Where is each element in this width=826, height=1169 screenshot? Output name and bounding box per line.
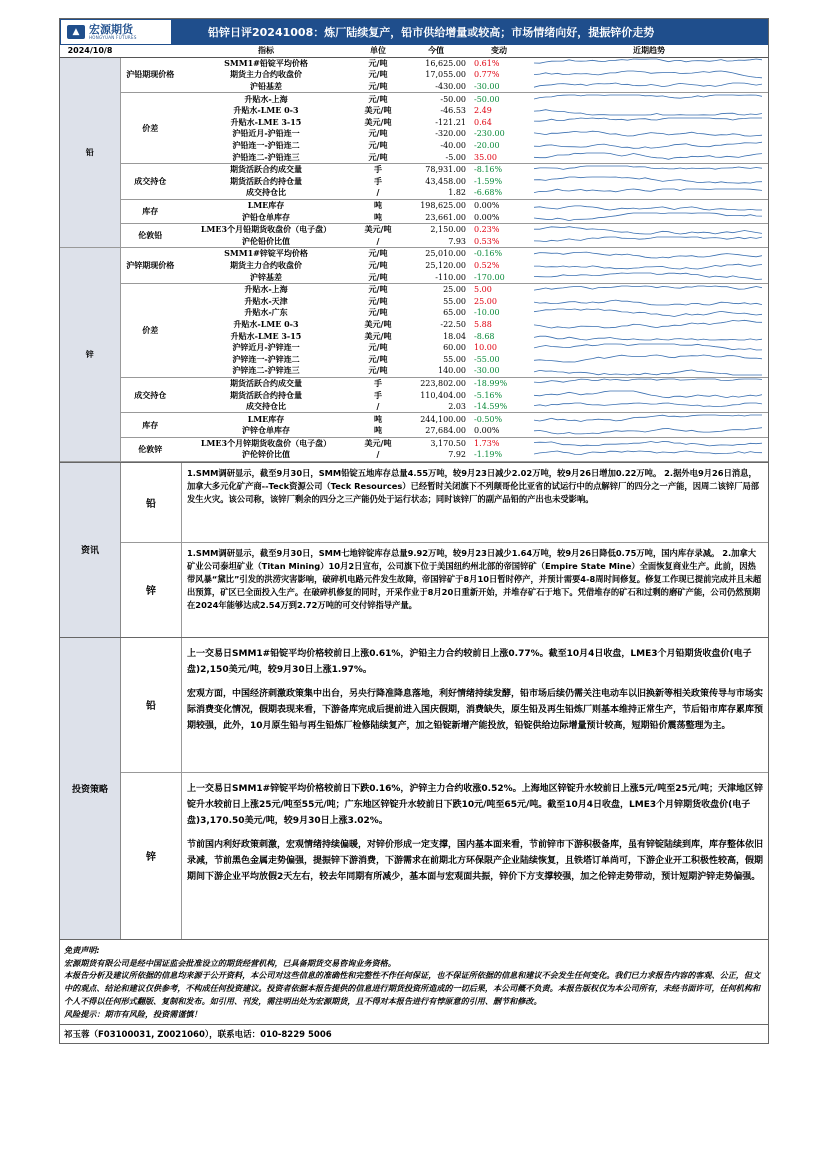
indicator-change: 0.64	[474, 117, 492, 127]
table-row	[60, 223, 768, 235]
indicator-unit: 吨	[374, 200, 382, 211]
strategy-lead	[121, 638, 768, 773]
indicator-name: 沪锌仓单库存	[180, 425, 352, 437]
indicator-change: 5.88	[474, 319, 492, 329]
strategy-lead-para-2: 宏观方面，中国经济刺激政策集中出台，另央行降准降息落地，利好情绪持续发酵，铅市场后续仍需关注电动车以旧换新等相关政策传导与市场实际消费变化情况，假期表现来看，下游备库完成后提前进入国庆假期，消费缺失，原生铅及再生铅炼厂则基本维持正常生产，节后铅市库存累库预期较强，此外，10月原生铅与再生铅炼厂检修陆续复产，加之铅锭新增产能投放，铅锭供给边际增量预计较高，短期铅价震荡整理为主。	[187, 688, 764, 731]
indicator-trend	[530, 353, 768, 365]
disclaimer-line-2: 本报告分析及建议所依据的信息均来源于公开资料，本公司对这些信息的准确性和完整性不作任何保证，也不保证所依据的信息和建议不会发生任何变化。我们已力求报告内容的客观、公正，但文中的观点、结论和建议仅供参考，不构成任何投资建议。投资者依据本报告提供的信息进行期货投资所造成的一切后果，本公司概不负责。本报告版权仅为本公司所有，未经书面许可，任何机构和个人不得以任何形式翻版、复制和发布。如引用、刊发，需注明出处为宏源期货，且不得对本报告进行有悖原意的引用、删节和修改。	[64, 970, 761, 1006]
indicator-name: 成交持仓比	[180, 401, 352, 413]
indicator-value: 60.00	[443, 343, 466, 353]
indicator-name: 沪铅连二-沪铅连三	[180, 151, 352, 163]
table-row	[60, 163, 768, 175]
indicator-value: 25,120.00	[425, 260, 466, 270]
table-row	[60, 437, 768, 449]
indicator-unit: 元/吨	[352, 151, 404, 163]
indicator-value: 25.00	[443, 285, 466, 295]
indicator-trend	[530, 413, 768, 425]
trend-sparkline	[534, 236, 762, 246]
company-logo	[60, 19, 172, 45]
indicator-change: 2.49	[474, 106, 492, 116]
indicator-trend	[530, 151, 768, 163]
indicator-name: LME3个月锌期货收盘价（电子盘）	[200, 437, 332, 448]
indicator-change: -30.00	[468, 81, 530, 93]
indicator-trend	[530, 128, 768, 140]
column-indicator: 指标	[180, 45, 352, 57]
indicator-change: -0.50%	[474, 414, 503, 424]
indicator-name: 沪锌近月-沪锌连一	[232, 342, 300, 353]
indicator-value: 198,625.00	[420, 201, 466, 211]
indicator-unit: 元/吨	[368, 93, 388, 104]
group-label: 库存	[120, 413, 180, 437]
indicator-unit: 吨	[374, 413, 382, 424]
trend-sparkline	[534, 165, 762, 175]
trend-sparkline	[534, 201, 762, 211]
indicator-unit: 元/吨	[368, 353, 388, 364]
indicator-change: 0.52%	[474, 260, 500, 270]
indicator-trend	[530, 187, 768, 199]
info-lead	[121, 463, 768, 543]
trend-sparkline	[534, 260, 762, 270]
indicator-value: -121.21	[435, 117, 466, 127]
indicator-name: LME库存	[247, 413, 285, 424]
indicator-unit: 元/吨	[368, 284, 388, 295]
indicator-unit: /	[352, 236, 404, 248]
indicator-value: -50.00	[440, 94, 466, 104]
indicator-change: 10.00	[474, 343, 497, 353]
trend-sparkline	[534, 402, 762, 412]
indicator-name: 升贴水-LME 0-3	[233, 105, 299, 116]
indicator-trend	[530, 307, 768, 319]
indicator-change: -8.68	[474, 331, 495, 341]
indicator-change: 0.77%	[474, 70, 500, 80]
trend-sparkline	[534, 58, 762, 68]
indicator-value: 55.00	[443, 354, 466, 364]
trend-sparkline	[534, 272, 762, 282]
indicator-value: 110,404.00	[420, 390, 466, 400]
table-row	[60, 93, 768, 105]
indicator-unit: 美元/吨	[364, 116, 392, 127]
analyst-contact: 祁玉蓉（F03100031, Z0021060），联系电话：010-8229 5006	[60, 1024, 768, 1043]
trend-sparkline	[534, 176, 762, 186]
indicator-name: LME库存	[247, 200, 285, 211]
indicator-trend	[530, 365, 768, 377]
indicator-change: -30.00	[468, 365, 530, 377]
indicator-name: 期货活跃合约持仓量	[230, 389, 302, 400]
group-label: 伦敦铅	[120, 223, 180, 247]
metal-label: 锌	[60, 248, 120, 462]
indicator-trend	[530, 236, 768, 248]
trend-sparkline	[534, 308, 762, 318]
report-header	[60, 19, 768, 45]
indicator-value: 23,661.00	[404, 211, 468, 223]
indicator-value: 244,100.00	[420, 414, 466, 424]
indicator-name: 沪锌连一-沪锌连二	[232, 353, 300, 364]
table-row	[60, 248, 768, 260]
logo-mark-icon: ▲	[67, 25, 85, 39]
report-date: 2024/10/8	[60, 45, 120, 57]
trend-sparkline	[534, 354, 762, 364]
strategy-lead-para-1: 上一交易日SMM1#铅锭平均价格较前日上涨0.61%，沪铅主力合约较前日上涨0.77%。截至10月4日收盘，LME3个月铅期货收盘价(电子盘)2,150美元/吨，较9月30日上涨1.97%。	[187, 648, 752, 675]
group-label: 价差	[120, 93, 180, 164]
indicator-change: 0.61%	[474, 58, 500, 68]
indicator-change: 0.23%	[474, 225, 500, 235]
metal-label: 铅	[60, 57, 120, 248]
indicator-value: 2.03	[404, 401, 468, 413]
indicator-trend	[530, 449, 768, 461]
indicator-unit: 美元/吨	[364, 105, 392, 116]
indicator-name: 沪铅基差	[180, 81, 352, 93]
indicator-name: 升贴水-LME 0-3	[233, 318, 299, 329]
indicator-value: 3,170.50	[430, 438, 466, 448]
indicator-change: -5.16%	[474, 390, 503, 400]
indicator-name: 成交持仓比	[180, 187, 352, 199]
indicator-trend	[530, 377, 768, 389]
indicator-name: 期货主力合约收盘价	[230, 259, 302, 270]
indicator-trend	[530, 93, 768, 105]
indicator-trend	[530, 295, 768, 307]
indicator-name: 期货活跃合约持仓量	[230, 175, 302, 186]
indicator-unit: 元/吨	[368, 128, 388, 139]
info-lead-label: 铅	[121, 463, 182, 542]
indicator-trend	[530, 260, 768, 272]
trend-sparkline	[534, 319, 762, 329]
group-label: 库存	[120, 199, 180, 223]
indicator-name: 沪锌连二-沪锌连三	[180, 365, 352, 377]
indicator-trend	[530, 223, 768, 235]
indicator-trend	[530, 389, 768, 401]
info-section-label: 资讯	[60, 463, 121, 637]
indicator-name: 沪铅连一-沪铅连二	[232, 140, 300, 151]
indicator-change: -18.99%	[474, 378, 508, 388]
indicator-trend	[530, 425, 768, 437]
trend-sparkline	[534, 117, 762, 127]
indicator-trend	[530, 140, 768, 152]
indicator-value: 7.92	[404, 449, 468, 461]
indicator-name: 升贴水-天津	[244, 295, 288, 306]
indicator-unit: 手	[374, 377, 382, 388]
indicator-value: 25,010.00	[425, 249, 466, 259]
indicator-change: -20.00	[474, 141, 500, 151]
indicator-name: 沪伦铅价比值	[180, 236, 352, 248]
strategy-zinc-label: 锌	[121, 773, 182, 939]
indicator-unit: /	[352, 401, 404, 413]
indicator-unit: 美元/吨	[364, 318, 392, 329]
indicator-unit: 元/吨	[368, 69, 388, 80]
indicator-unit: 元/吨	[368, 259, 388, 270]
indicator-change: 0.53%	[468, 236, 530, 248]
trend-sparkline	[534, 106, 762, 116]
trend-sparkline	[534, 82, 762, 92]
indicator-value: 140.00	[404, 365, 468, 377]
indicator-unit: 吨	[352, 425, 404, 437]
indicator-trend	[530, 271, 768, 283]
indicator-unit: 元/吨	[352, 365, 404, 377]
indicator-trend	[530, 283, 768, 295]
column-header-row	[60, 45, 768, 57]
logo-name: 宏源期货	[89, 23, 133, 36]
trend-sparkline	[534, 249, 762, 259]
indicator-change: -6.68%	[468, 187, 530, 199]
disclaimer-line-1: 宏源期货有限公司是经中国证监会批准设立的期货经营机构，已具备期货交易咨询业务资格。	[64, 957, 396, 968]
indicator-name: 沪铅仓单库存	[180, 211, 352, 223]
indicator-unit: 手	[374, 389, 382, 400]
indicator-unit: 元/吨	[352, 81, 404, 93]
indicator-unit: 美元/吨	[364, 330, 392, 341]
indicator-trend	[530, 330, 768, 342]
indicator-unit: 美元/吨	[364, 224, 392, 235]
indicator-trend	[530, 319, 768, 331]
report-title: 铅锌日评20241008：炼厂陆续复产，铅市供给增量或较高；市场情绪向好，提振锌价走势	[208, 26, 655, 39]
trend-sparkline	[534, 188, 762, 198]
indicator-value: -22.50	[440, 319, 466, 329]
group-label: 沪锌期现价格	[120, 248, 180, 284]
indicator-value: 55.00	[443, 296, 466, 306]
indicator-change: -10.00	[474, 308, 500, 318]
indicator-change: -170.00	[468, 271, 530, 283]
column-change: 变动	[468, 45, 530, 57]
indicator-name: 沪伦锌价比值	[180, 449, 352, 461]
indicator-unit: 元/吨	[368, 295, 388, 306]
indicator-change: -1.59%	[474, 176, 503, 186]
column-value: 今值	[404, 45, 468, 57]
group-label: 价差	[120, 283, 180, 377]
info-zinc-label: 锌	[121, 543, 182, 637]
trend-sparkline	[534, 426, 762, 436]
indicator-name: 沪铅近月-沪铅连一	[232, 128, 300, 139]
indicator-value: -430.00	[404, 81, 468, 93]
group-label: 伦敦锌	[120, 437, 180, 461]
trend-sparkline	[534, 70, 762, 80]
indicator-unit: 吨	[352, 211, 404, 223]
indicator-value: -46.53	[440, 106, 466, 116]
indicator-value: 18.04	[443, 331, 466, 341]
indicator-trend	[530, 176, 768, 188]
strategy-zinc-para-1: 上一交易日SMM1#锌锭平均价格较前日下跌0.16%，沪锌主力合约收涨0.52%。上海地区锌锭升水较前日上涨5元/吨至25元/吨；天津地区锌锭升水较前日上涨25元/吨至55元/吨；广东地区锌锭升水较前日下跌10元/吨至65元/吨。截至10月4日收盘，LME3个月锌期货收盘价(电子盘)3,170.50美元/吨，较9月30日上涨3.02%。	[187, 783, 764, 826]
indicator-change: 0.00%	[468, 425, 530, 437]
table-row	[60, 57, 768, 69]
group-label: 成交持仓	[120, 163, 180, 199]
table-row	[60, 199, 768, 211]
indicator-change: -55.00	[474, 354, 500, 364]
indicator-trend	[530, 248, 768, 260]
info-lead-text: 1.SMM调研显示，截至9月30日，SMM铅锭五地库存总量4.55万吨，较9月23日减少2.02万吨，较9月26日增加0.22万吨。 2.据外电9月26日消息，加拿大多元化矿产商--Teck资源公司（Teck Resources）已经暂时关闭旗下不列颠哥伦比亚省的试运行中的点解锌厂的四分之一产能，因周二该锌厂局部发生火灾。该公司称，该锌厂剩余的四分之三产能仍处于运行状态；同时该锌厂的副产品铅的产出也未受影响。	[187, 467, 760, 504]
indicator-trend	[530, 211, 768, 223]
trend-sparkline	[534, 285, 762, 295]
table-row	[60, 283, 768, 295]
trend-sparkline	[534, 414, 762, 424]
indicator-name: 期货活跃合约成交量	[230, 377, 302, 388]
indicator-unit: 手	[374, 175, 382, 186]
indicator-value: 2,150.00	[430, 225, 466, 235]
indicator-change: 1.73%	[474, 438, 500, 448]
indicator-name: 期货活跃合约成交量	[230, 164, 302, 175]
trend-sparkline	[534, 450, 762, 460]
indicator-change: -50.00	[474, 94, 500, 104]
indicator-value: 65.00	[443, 308, 466, 318]
group-label: 沪铅期现价格	[120, 57, 180, 93]
indicator-change: 35.00	[468, 151, 530, 163]
indicator-change: 0.00%	[468, 211, 530, 223]
indicator-unit: 元/吨	[368, 140, 388, 151]
trend-sparkline	[534, 438, 762, 448]
indicator-unit: /	[352, 187, 404, 199]
indicator-unit: 元/吨	[352, 271, 404, 283]
trend-sparkline	[534, 378, 762, 388]
indicator-change: -230.00	[474, 129, 505, 139]
indicator-change: 25.00	[474, 296, 497, 306]
indicator-value: 16,625.00	[425, 58, 466, 68]
indicator-unit: 元/吨	[368, 248, 388, 259]
indicator-unit: 元/吨	[368, 307, 388, 318]
indicator-unit: 元/吨	[368, 342, 388, 353]
indicator-value: 223,802.00	[420, 378, 466, 388]
table-row	[60, 377, 768, 389]
daily-report-sheet	[59, 18, 769, 1044]
indicator-change: -14.59%	[468, 401, 530, 413]
indicator-trend	[530, 199, 768, 211]
indicator-change: -1.19%	[468, 449, 530, 461]
disclaimer	[60, 939, 768, 1024]
indicator-trend	[530, 69, 768, 81]
indicator-trend	[530, 57, 768, 69]
disclaimer-risk-note: 风险提示：期市有风险，投资需谨慎！	[64, 1008, 202, 1019]
indicator-value: -320.00	[435, 129, 466, 139]
indicator-value: -40.00	[440, 141, 466, 151]
indicator-name: 升贴水-LME 3-15	[230, 116, 302, 127]
trend-sparkline	[534, 94, 762, 104]
column-unit: 单位	[352, 45, 404, 57]
indicator-name: 期货主力合约收盘价	[230, 69, 302, 80]
indicator-name: 沪锌基差	[180, 271, 352, 283]
trend-sparkline	[534, 152, 762, 162]
trend-sparkline	[534, 343, 762, 353]
disclaimer-title: 免责声明:	[64, 944, 100, 955]
indicator-value: 17,055.00	[425, 70, 466, 80]
indicator-change: -8.16%	[474, 165, 503, 175]
indicator-value: 27,684.00	[404, 425, 468, 437]
indicator-unit: /	[352, 449, 404, 461]
indicator-table	[60, 45, 768, 462]
indicator-name: 升贴水-上海	[244, 93, 288, 104]
strategy-section	[60, 637, 768, 939]
indicator-change: 0.00%	[474, 201, 500, 211]
indicator-trend	[530, 105, 768, 117]
trend-sparkline	[534, 129, 762, 139]
indicator-trend	[530, 81, 768, 93]
indicator-value: -110.00	[404, 271, 468, 283]
indicator-trend	[530, 342, 768, 354]
trend-sparkline	[534, 390, 762, 400]
group-label: 成交持仓	[120, 377, 180, 413]
indicator-trend	[530, 437, 768, 449]
trend-sparkline	[534, 331, 762, 341]
indicator-value: 1.82	[404, 187, 468, 199]
indicator-name: 升贴水-上海	[244, 284, 288, 295]
indicator-value: -5.00	[404, 151, 468, 163]
indicator-trend	[530, 117, 768, 129]
indicator-trend	[530, 163, 768, 175]
indicator-change: 5.00	[474, 285, 492, 295]
strategy-section-label: 投资策略	[60, 638, 121, 939]
info-zinc-text: 1.SMM调研显示，截至9月30日，SMM七地锌锭库存总量9.92万吨，较9月23日减少1.64万吨，较9月26日降低0.75万吨，国内库存录减。 2.加拿大矿业公司泰坦矿业（Titan Mining）10月2日宣布，公司旗下位于美国纽约州北部的帝国锌矿（Empire State Mine）全面恢复商业生产。此前，因热带风暴“黛比”引发的洪涝灾害影响，破碎机电路元件发生故障，帝国锌矿于8月10日暂时停产，并预计需要4-8周时间修复。修复工作现已提前完成并且未超出预算，矿区已全面投入生产。在破碎机修复的同时，开采作业于8月20日重新开始，并堆存矿石于地下。凭借堆存的矿石和过剩的磨矿产能，公司仍然预期在2024年能够达成2.54万到2.72万吨的可交付锌指导产量。	[187, 547, 762, 610]
indicator-name: LME3个月铅期货收盘价（电子盘）	[200, 224, 332, 235]
logo-english-name: HONGYUAN FUTURES	[89, 35, 137, 40]
trend-sparkline	[534, 366, 762, 376]
indicator-value: 78,931.00	[425, 165, 466, 175]
indicator-value: 43,458.00	[425, 176, 466, 186]
indicator-unit: 元/吨	[368, 57, 388, 68]
indicator-name: 升贴水-广东	[244, 307, 288, 318]
strategy-lead-label: 铅	[121, 638, 182, 772]
strategy-zinc	[121, 773, 768, 939]
indicator-change: -0.16%	[474, 249, 503, 259]
info-section	[60, 462, 768, 637]
indicator-name: 升贴水-LME 3-15	[230, 330, 302, 341]
indicator-name: SMM1#锌锭平均价格	[224, 248, 308, 259]
strategy-zinc-para-2: 节前国内利好政策刺激，宏观情绪持续偏暖，对锌价形成一定支撑，国内基本面来看，节前锌市下游积极备库，虽有锌锭陆续到库，库存整体依旧录减，节前黑色金属走势偏强，提振锌下游消费，下游需求在前期北方环保限产企业陆续恢复，且铁塔订单尚可，下游企业开工积极性较高，假期期间下游企业平均放假2天左右，较去年同期有所减少，基本面与宏观面共振，锌价下方支撑较强，加之伦锌走势带动，预计短期沪锌走势偏强。	[187, 839, 764, 882]
trend-sparkline	[534, 141, 762, 151]
trend-sparkline	[534, 296, 762, 306]
indicator-value: 7.93	[404, 236, 468, 248]
trend-sparkline	[534, 225, 762, 235]
indicator-name: SMM1#铅锭平均价格	[224, 57, 308, 68]
table-row	[60, 413, 768, 425]
indicator-trend	[530, 401, 768, 413]
column-trend: 近期趋势	[530, 45, 768, 57]
indicator-unit: 手	[374, 164, 382, 175]
trend-sparkline	[534, 212, 762, 222]
info-zinc	[121, 543, 768, 637]
indicator-unit: 美元/吨	[364, 437, 392, 448]
